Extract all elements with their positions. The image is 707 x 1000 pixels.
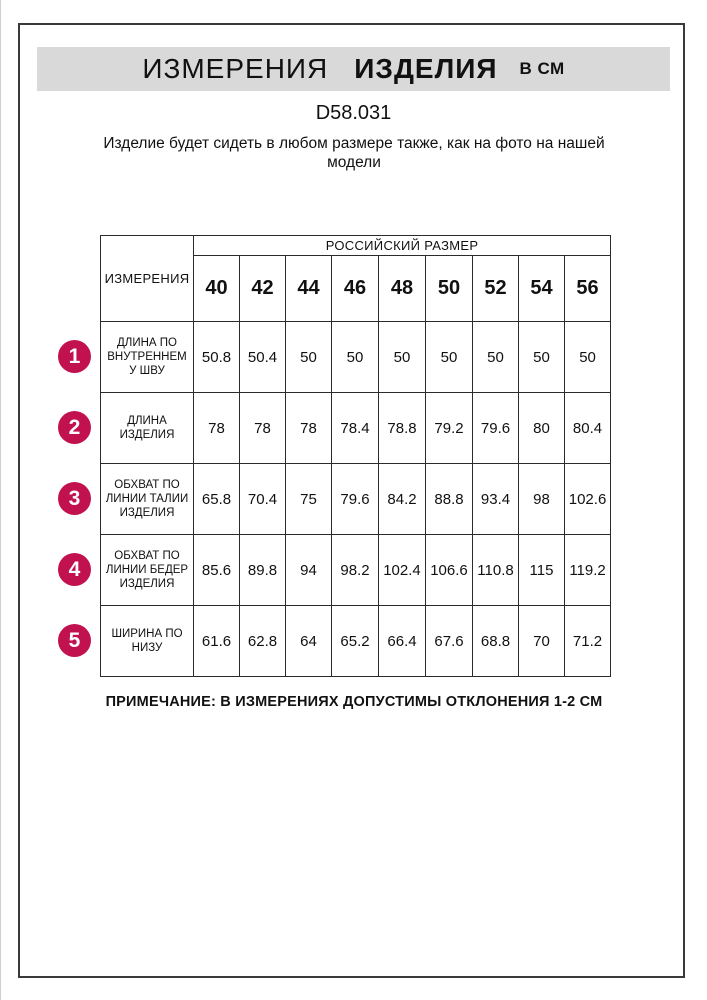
- table-row: [101, 464, 611, 535]
- note-text: ПРИМЕЧАНИЕ: В ИЗМЕРЕНИЯХ ДОПУСТИМЫ ОТКЛОНЕНИЯ 1-2 СМ: [105, 694, 603, 710]
- measurement-value: 78: [286, 393, 332, 464]
- measurement-value: 80.4: [565, 393, 611, 464]
- measurement-value: 98: [519, 464, 565, 535]
- measurement-value: 102.6: [565, 464, 611, 535]
- row-number-badge: 1: [58, 340, 91, 373]
- measurement-value: 65.2: [332, 606, 379, 677]
- measurement-value: 66.4: [379, 606, 426, 677]
- measurement-value: 106.6: [426, 535, 473, 606]
- measurement-value: 68.8: [473, 606, 519, 677]
- measurement-value: 115: [519, 535, 565, 606]
- measurement-value: 85.6: [194, 535, 240, 606]
- size-header: 48: [379, 256, 426, 322]
- size-header: 44: [286, 256, 332, 322]
- table-row: [101, 322, 611, 393]
- measurement-label: ОБХВАТ ПО ЛИНИИ ТАЛИИ ИЗДЕЛИЯ: [101, 464, 194, 535]
- measurement-value: 50: [426, 322, 473, 393]
- page-edge-line: [0, 0, 1, 1000]
- measurement-value: 89.8: [240, 535, 286, 606]
- measurement-value: 93.4: [473, 464, 519, 535]
- measurement-label: ОБХВАТ ПО ЛИНИИ БЕДЕР ИЗДЕЛИЯ: [101, 535, 194, 606]
- table-row: [101, 606, 611, 677]
- table-row: [101, 535, 611, 606]
- table-header-row: [101, 236, 611, 256]
- measurement-value: 78: [240, 393, 286, 464]
- measurement-value: 75: [286, 464, 332, 535]
- row-number-badge: 4: [58, 553, 91, 586]
- size-header: 54: [519, 256, 565, 322]
- measurement-value: 79.6: [473, 393, 519, 464]
- title-accent: ИЗДЕЛИЯ: [354, 53, 498, 84]
- measurement-value: 110.8: [473, 535, 519, 606]
- title-main: ИЗМЕРЕНИЯ: [142, 53, 329, 84]
- article-number: D58.031: [315, 102, 392, 124]
- measurement-label: ШИРИНА ПО НИЗУ: [101, 606, 194, 677]
- row-number-badge: 2: [58, 411, 91, 444]
- size-header: 50: [426, 256, 473, 322]
- measurement-value: 94: [286, 535, 332, 606]
- measurement-value: 79.6: [332, 464, 379, 535]
- size-header: 40: [194, 256, 240, 322]
- measurement-value: 50: [286, 322, 332, 393]
- size-header: 52: [473, 256, 519, 322]
- measurement-value: 88.8: [426, 464, 473, 535]
- row-number-badge: 3: [58, 482, 91, 515]
- measurement-value: 50.8: [194, 322, 240, 393]
- size-header: 46: [332, 256, 379, 322]
- size-header: 42: [240, 256, 286, 322]
- measurement-value: 78: [194, 393, 240, 464]
- measurement-value: 61.6: [194, 606, 240, 677]
- title-unit: В СМ: [519, 59, 565, 78]
- measurement-label: ДЛИНА ИЗДЕЛИЯ: [101, 393, 194, 464]
- measurement-value: 50: [379, 322, 426, 393]
- measurement-value: 78.8: [379, 393, 426, 464]
- measure-col-header: ИЗМЕРЕНИЯ: [101, 236, 194, 322]
- measurement-value: 84.2: [379, 464, 426, 535]
- measurement-value: 79.2: [426, 393, 473, 464]
- measurement-value: 64: [286, 606, 332, 677]
- measurement-value: 50: [332, 322, 379, 393]
- measurement-label: ДЛИНА ПО ВНУТРЕННЕМУ ШВУ: [101, 322, 194, 393]
- measurement-value: 67.6: [426, 606, 473, 677]
- measurement-value: 50: [519, 322, 565, 393]
- measurement-value: 62.8: [240, 606, 286, 677]
- measurement-value: 50: [565, 322, 611, 393]
- title-bar: [37, 47, 670, 91]
- measurement-value: 65.8: [194, 464, 240, 535]
- measurement-value: 50: [473, 322, 519, 393]
- measurement-value: 70: [519, 606, 565, 677]
- measurement-value: 71.2: [565, 606, 611, 677]
- measurement-value: 80: [519, 393, 565, 464]
- measurement-value: 98.2: [332, 535, 379, 606]
- measurement-value: 50.4: [240, 322, 286, 393]
- size-group-header: РОССИЙСКИЙ РАЗМЕР: [194, 236, 611, 256]
- product-description: Изделие будет сидеть в любом размере также, как на фото на нашей модели: [103, 135, 605, 171]
- measurement-value: 78.4: [332, 393, 379, 464]
- size-header: 56: [565, 256, 611, 322]
- table-row: [101, 393, 611, 464]
- row-number-badge: 5: [58, 624, 91, 657]
- measurement-value: 119.2: [565, 535, 611, 606]
- measurement-value: 102.4: [379, 535, 426, 606]
- measurement-value: 70.4: [240, 464, 286, 535]
- size-table: [100, 235, 611, 677]
